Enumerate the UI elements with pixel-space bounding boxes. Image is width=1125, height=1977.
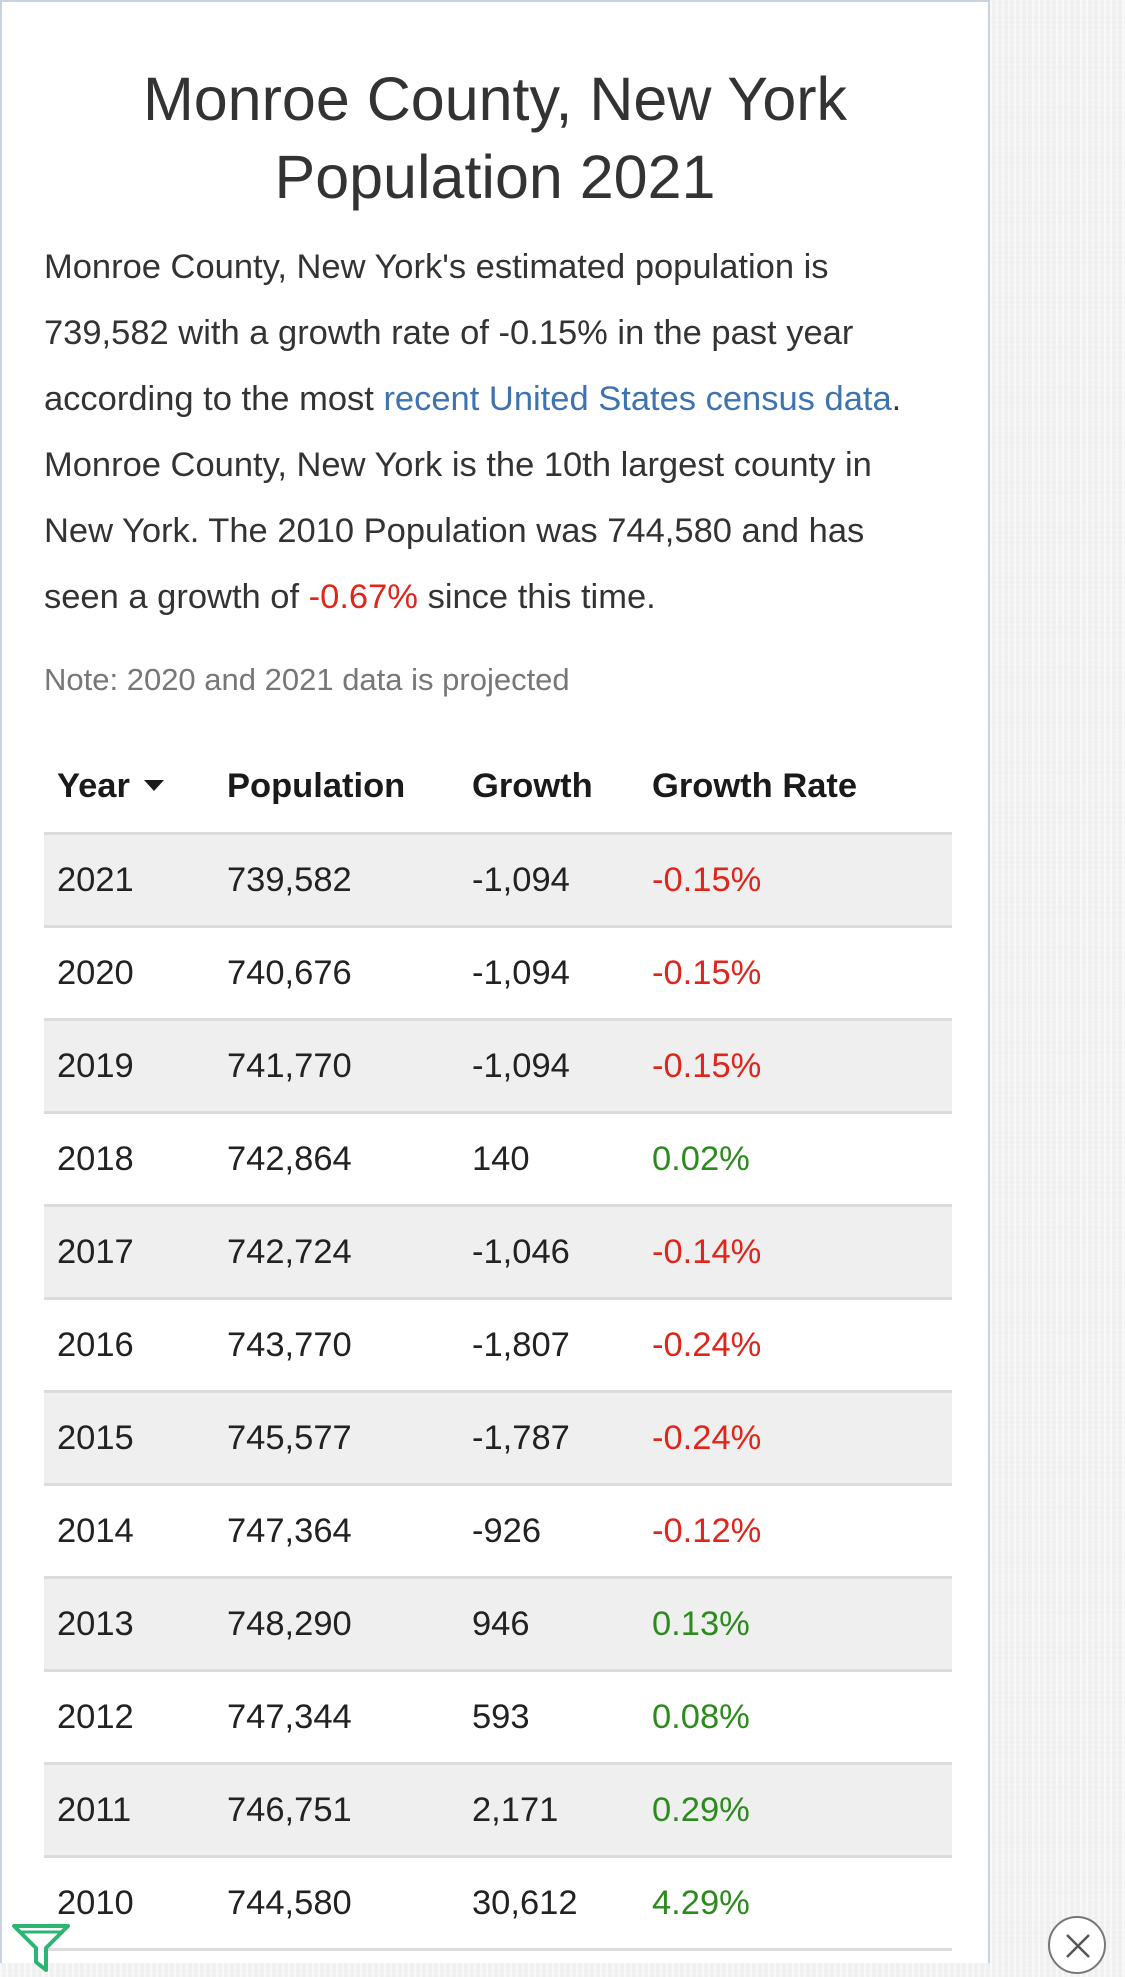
- year-cell: 2018: [44, 1113, 214, 1206]
- growth-cell: -1,094: [459, 1020, 639, 1113]
- intro-text-part3: since this time.: [417, 578, 656, 616]
- table-body: [44, 834, 952, 1950]
- growth-since-2010-value: -0.67%: [308, 578, 418, 616]
- table-header-row: [44, 740, 952, 834]
- table-row: [44, 834, 952, 927]
- growth-rate-cell: -0.15%: [639, 834, 952, 927]
- growth-cell: -1,094: [459, 927, 639, 1020]
- growth-rate-cell: -0.14%: [639, 1206, 952, 1299]
- intro-text-part2: . Monroe County, New York is the 10th largest county in New York. The 2010 Population was 744,580 and has seen a growth of: [44, 380, 902, 616]
- population-cell: 745,577: [214, 1392, 459, 1485]
- table-row: [44, 1578, 952, 1671]
- year-cell: 2019: [44, 1020, 214, 1113]
- population-cell: 747,364: [214, 1485, 459, 1578]
- year-cell: 2011: [44, 1764, 214, 1857]
- year-cell: 2015: [44, 1392, 214, 1485]
- table-row: [44, 1392, 952, 1485]
- population-cell: 742,864: [214, 1113, 459, 1206]
- intro-text-part1: Monroe County, New York's estimated population is 739,582 with a growth rate of -0.15% in the past year according to the most: [44, 248, 854, 418]
- growth-cell: 140: [459, 1113, 639, 1206]
- population-cell: 744,580: [214, 1857, 459, 1950]
- close-ad-button[interactable]: [1048, 1916, 1106, 1974]
- table-row: [44, 1206, 952, 1299]
- close-icon: [1064, 1932, 1092, 1960]
- year-cell: 2014: [44, 1485, 214, 1578]
- page-title-line2: Population 2021: [274, 143, 716, 211]
- page-title: [2, 60, 988, 216]
- growth-rate-cell: 0.29%: [639, 1764, 952, 1857]
- growth-cell: -1,807: [459, 1299, 639, 1392]
- year-header-label: Year: [57, 766, 130, 805]
- growth-cell: 593: [459, 1671, 639, 1764]
- population-cell: 746,751: [214, 1764, 459, 1857]
- growth-rate-cell: 0.02%: [639, 1113, 952, 1206]
- growth-rate-cell: 0.13%: [639, 1578, 952, 1671]
- year-cell: 2021: [44, 834, 214, 927]
- projection-note: Note: 2020 and 2021 data is projected: [44, 662, 570, 697]
- year-cell: 2010: [44, 1857, 214, 1950]
- year-cell: 2020: [44, 927, 214, 1020]
- growth-cell: -1,787: [459, 1392, 639, 1485]
- growth-rate-cell: -0.15%: [639, 927, 952, 1020]
- table-row: [44, 1671, 952, 1764]
- growth-rate-cell: -0.24%: [639, 1392, 952, 1485]
- table-row: [44, 1113, 952, 1206]
- growth-column-header[interactable]: Growth: [459, 740, 639, 834]
- population-column-header[interactable]: Population: [214, 740, 459, 834]
- year-cell: 2013: [44, 1578, 214, 1671]
- census-data-link[interactable]: recent United States census data: [383, 380, 892, 418]
- year-cell: 2016: [44, 1299, 214, 1392]
- growth-cell: -1,094: [459, 834, 639, 927]
- growth-rate-cell: 0.08%: [639, 1671, 952, 1764]
- table-row: [44, 1485, 952, 1578]
- population-cell: 748,290: [214, 1578, 459, 1671]
- intro-paragraph: [44, 234, 948, 630]
- growth-rate-cell: -0.12%: [639, 1485, 952, 1578]
- table-row: [44, 1020, 952, 1113]
- table-row: [44, 1764, 952, 1857]
- table-row: [44, 1857, 952, 1950]
- growth-cell: 30,612: [459, 1857, 639, 1950]
- population-cell: 740,676: [214, 927, 459, 1020]
- population-cell: 741,770: [214, 1020, 459, 1113]
- year-cell: 2017: [44, 1206, 214, 1299]
- caret-down-icon[interactable]: [144, 780, 164, 791]
- population-cell: 742,724: [214, 1206, 459, 1299]
- growth-cell: -1,046: [459, 1206, 639, 1299]
- year-column-header[interactable]: [44, 740, 214, 834]
- growth-rate-cell: -0.15%: [639, 1020, 952, 1113]
- population-cell: 747,344: [214, 1671, 459, 1764]
- growth-rate-cell: 4.29%: [639, 1857, 952, 1950]
- population-cell: 743,770: [214, 1299, 459, 1392]
- table-row: [44, 927, 952, 1020]
- growth-cell: 2,171: [459, 1764, 639, 1857]
- filter-icon[interactable]: [10, 1922, 72, 1972]
- population-table: [44, 740, 952, 1951]
- year-cell: 2012: [44, 1671, 214, 1764]
- page-title-line1: Monroe County, New York: [142, 65, 848, 133]
- population-cell: 739,582: [214, 834, 459, 927]
- growth-cell: 946: [459, 1578, 639, 1671]
- growth-rate-column-header[interactable]: Growth Rate: [639, 740, 952, 834]
- growth-cell: -926: [459, 1485, 639, 1578]
- table-row: [44, 1299, 952, 1392]
- growth-rate-cell: -0.24%: [639, 1299, 952, 1392]
